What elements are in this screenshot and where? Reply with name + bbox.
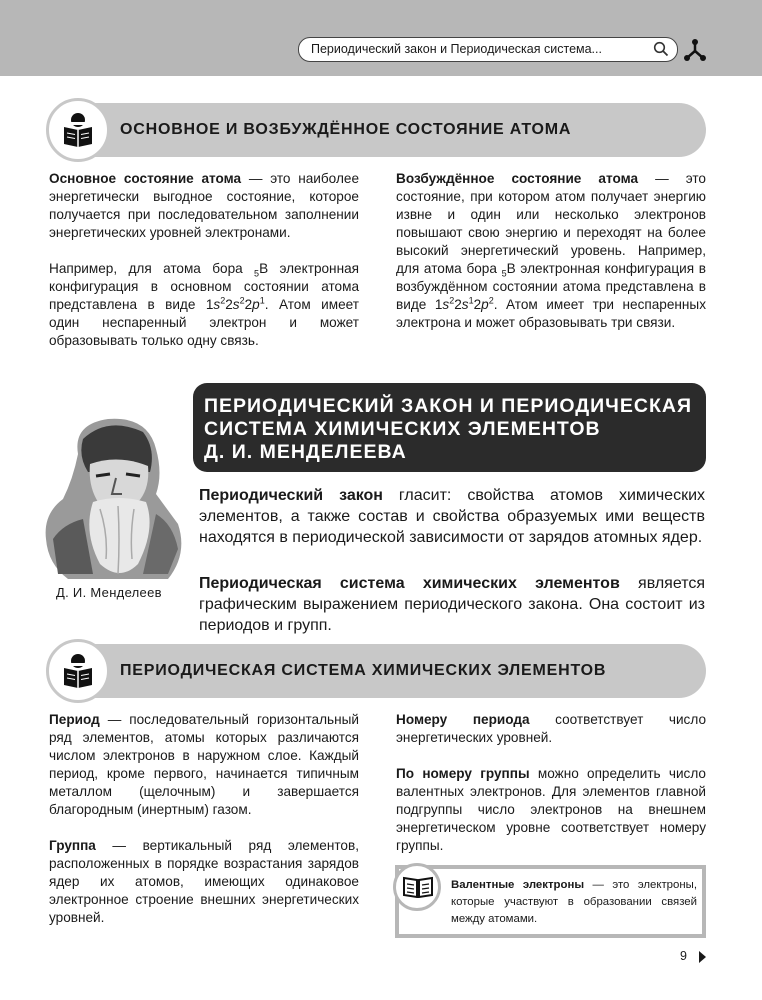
electron-count: 1 — [259, 295, 265, 306]
magnifier-icon[interactable] — [653, 41, 669, 57]
definition-text: B электронная конфигурация в возбуждённом состоянии атома представлена в виде 1 — [396, 261, 706, 312]
note-text — [451, 877, 697, 928]
electron-count: 1 — [468, 295, 474, 306]
valence-electrons-note — [395, 865, 706, 938]
level-number: 2 — [244, 297, 253, 312]
book-icon-badge — [393, 863, 441, 911]
period-group-column — [49, 711, 359, 945]
orbital: p — [481, 297, 489, 312]
note-inner — [399, 869, 702, 934]
orbital: s — [442, 297, 450, 312]
group-number-rule — [396, 765, 706, 855]
period-number-rule — [396, 711, 706, 747]
term: Основное состояние атома — [49, 171, 242, 186]
term: Периодический закон — [199, 487, 383, 504]
reader-icon-badge — [46, 639, 110, 703]
orbital: s — [232, 297, 240, 312]
header-bar — [0, 0, 762, 76]
book-icon — [403, 876, 433, 898]
definition-text: — последовательный горизонтальный ряд элементов, атомы которых различаются числом электронов в наружном слое. Каждый период, кроме первого, начинается типичным металлом (щелочным) и завершается благородным (инертным) газом. — [49, 712, 359, 817]
period-definition — [49, 711, 359, 819]
orbital: s — [213, 297, 221, 312]
heading-line: Д. И. МЕНДЕЛЕЕВА — [204, 441, 407, 463]
excited-state-definition — [396, 170, 706, 332]
section-banner-atom-states — [50, 103, 706, 157]
mendeleev-portrait — [38, 414, 188, 582]
example-text: B электронная конфигурация в основном состоянии атома представлена в виде 1 — [49, 261, 359, 312]
term: Периодическая система химических элементов — [199, 575, 620, 592]
term: Период — [49, 712, 100, 727]
ground-state-example — [49, 260, 359, 350]
ground-state-definition — [49, 170, 359, 242]
electron-count: 2 — [220, 295, 226, 306]
definition-text: соответствует число энергетических уровней. — [396, 712, 706, 745]
section-title: ПЕРИОДИЧЕСКАЯ СИСТЕМА ХИМИЧЕСКИХ ЭЛЕМЕНТОВ — [120, 662, 607, 679]
next-page-arrow-icon[interactable] — [699, 951, 706, 963]
periodic-system-text — [199, 573, 705, 636]
definition-text: гласит: свойства атомов химических элементов, а также состав и свойства образуемых ими веществ находятся в периодической зависимости от зарядов атомных ядер. — [199, 487, 706, 546]
section-banner-periodic-system — [50, 644, 706, 698]
periodic-law-heading — [193, 383, 706, 472]
portrait-caption: Д. И. Менделеев — [56, 585, 162, 600]
definition-text: — это состояние, при котором атом получает энергию извне и один или несколько электронов повышают свою энергию и переходят на более высокий энергетический уровень. Например, для атома бора — [396, 171, 706, 276]
section-title: ОСНОВНОЕ И ВОЗБУЖДЁННОЕ СОСТОЯНИЕ АТОМА — [120, 121, 572, 138]
definition-text: — это наиболее энергетически выгодное состояние, которое получается при последовательном заполнении энергетических уровней электронами. — [49, 171, 359, 240]
term: Группа — [49, 838, 96, 853]
group-definition — [49, 837, 359, 927]
term: Номеру периода — [396, 712, 530, 727]
orbital: s — [461, 297, 469, 312]
reader-icon — [59, 111, 97, 149]
reader-icon — [59, 652, 97, 690]
electron-count: 2 — [239, 295, 245, 306]
term: Валентные электроны — [451, 879, 585, 891]
excited-state-column — [396, 170, 706, 350]
level-number: 2 — [454, 297, 462, 312]
page-number: 9 — [680, 949, 687, 963]
level-number: 2 — [473, 297, 482, 312]
definition-text: можно определить число валентных электронов. Для элементов главной подгруппы число электронов на внешнем энергетическом уровне соответствует номеру группы. — [396, 766, 706, 853]
term: По номеру группы — [396, 766, 530, 781]
definition-text: . Атом имеет три неспаренных электрона и может образовывать три связи. — [396, 297, 706, 330]
definition-text: — вертикальный ряд элементов, расположенных в порядке возрастания зарядов ядер их атомов, имеющих одинаковое электронное строение внешних энергетических уровней. — [49, 838, 359, 925]
term: Возбуждённое состояние атома — [396, 171, 639, 186]
definition-text: является графическим выражением периодического закона. Она состоит из периодов и групп. — [199, 575, 706, 634]
atomic-number: 5 — [501, 268, 507, 279]
heading-line: СИСТЕМА ХИМИЧЕСКИХ ЭЛЕМЕНТОВ — [204, 418, 601, 440]
search-box[interactable] — [298, 37, 678, 62]
level-number: 2 — [225, 297, 233, 312]
molecule-icon — [683, 38, 707, 62]
ground-state-column — [49, 170, 359, 368]
electron-count: 2 — [488, 295, 494, 306]
period-group-numbers-column — [396, 711, 706, 873]
definition-text: — это электроны, которые участвуют в образовании связей между атомами. — [451, 879, 697, 925]
periodic-law-text — [199, 485, 705, 548]
example-text: Например, для атома бора — [49, 261, 255, 276]
heading-line: ПЕРИОДИЧЕСКИЙ ЗАКОН И ПЕРИОДИЧЕСКАЯ — [204, 395, 692, 417]
electron-count: 2 — [449, 295, 455, 306]
example-text: . Атом имеет один неспаренный электрон и может образовывать только одну связь. — [49, 297, 359, 348]
atomic-number: 5 — [254, 268, 260, 279]
search-text: Периодический закон и Периодическая система... — [311, 42, 602, 56]
orbital: p — [252, 297, 260, 312]
reader-icon-badge — [46, 98, 110, 162]
